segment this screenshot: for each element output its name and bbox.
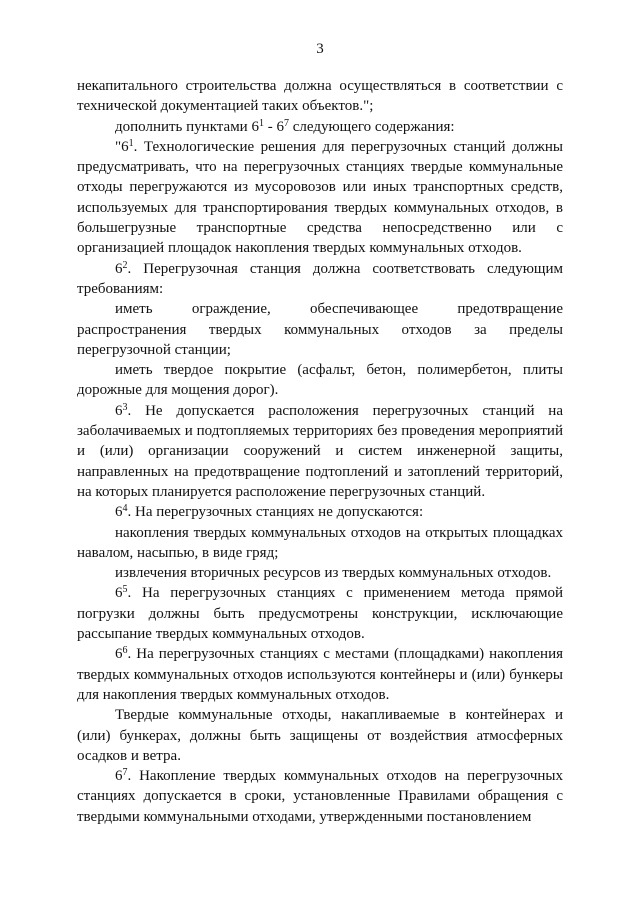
paragraph (77, 705, 563, 766)
paragraph-text: иметь ограждение, обеспечивающее предотвращение распространения твердых коммунальных отходов за пределы перегрузочной станции; (77, 301, 563, 358)
paragraph-prefix: дополнить пунктами 6 (115, 118, 259, 135)
paragraph (77, 401, 563, 502)
paragraph-text: . На перегрузочных станциях не допускаются: (127, 504, 424, 521)
superscript-number: 7 (283, 117, 289, 129)
paragraph-text: . Не допускается расположения перегрузочных станций на заболачиваемых и подтопляемых территориях без проведения мероприятий и (или) организации сооружений и систем инженерной защиты, направленных на предотвращение подтоплений и затоплений территорий, на которых планируется расположение перегрузочных станций. (77, 402, 563, 500)
paragraph (77, 563, 563, 583)
paragraph (77, 502, 563, 522)
superscript-number: 6 (122, 645, 128, 657)
paragraph (77, 76, 563, 117)
superscript-number: 1 (258, 117, 264, 129)
superscript-number: 4 (122, 503, 128, 515)
paragraph-text: . Перегрузочная станция должна соответствовать следующим требованиям: (77, 260, 563, 297)
paragraph (77, 583, 563, 644)
paragraph-prefix: 6 (115, 646, 123, 663)
paragraph (77, 360, 563, 401)
paragraph-text: . Накопление твердых коммунальных отходов на перегрузочных станциях допускается в сроки, установленные Правилами обращения с твердыми коммунальными отходами, утвержденными постановлением (77, 768, 563, 825)
paragraph-text: накопления твердых коммунальных отходов на открытых площадках навалом, насыпью, в виде гряд; (77, 524, 563, 561)
superscript-number: 7 (122, 767, 128, 779)
paragraph-prefix: 6 (115, 585, 123, 602)
paragraph-prefix: "6 (115, 138, 129, 155)
superscript-number: 2 (122, 259, 128, 271)
paragraph (77, 766, 563, 827)
paragraph-text: Твердые коммунальные отходы, накапливаемые в контейнерах и (или) бункерах, должны быть защищены от воздействия атмосферных осадков и ветра. (77, 707, 563, 764)
paragraph (77, 644, 563, 705)
superscript-number: 5 (122, 584, 128, 596)
paragraph-prefix: 6 (115, 260, 123, 277)
paragraph-text: иметь твердое покрытие (асфальт, бетон, полимербетон, плиты дорожные для мощения дорог). (77, 362, 563, 399)
paragraph (77, 259, 563, 300)
document-body (77, 76, 563, 827)
paragraph-text: - 6 (263, 118, 284, 135)
paragraph (77, 523, 563, 564)
paragraph-text: следующего содержания: (288, 118, 455, 135)
paragraph-text: извлечения вторичных ресурсов из твердых коммунальных отходов. (115, 565, 552, 582)
paragraph-text: . На перегрузочных станциях с местами (площадками) накопления твердых коммунальных отходов используются контейнеры и (или) бункеры для накопления твердых коммунальных отходов. (77, 646, 563, 703)
paragraph (77, 117, 563, 137)
paragraph (77, 299, 563, 360)
paragraph-text: некапитального строительства должна осуществляться в соответствии с технической документацией таких объектов."; (77, 78, 563, 115)
paragraph-text: . Технологические решения для перегрузочных станций должны предусматривать, что на перегрузочных станциях твердые коммунальные отходы перегружаются из мусоровозов или иных транспортных средств, используемых для транспортирования твердых коммунальных отходов, в большегрузные транспортные средства непосредственно или с организацией площадок накопления твердых коммунальных отходов. (77, 138, 563, 257)
paragraph-prefix: 6 (115, 504, 123, 521)
superscript-number: 1 (128, 137, 134, 149)
paragraph-prefix: 6 (115, 768, 123, 785)
paragraph (77, 137, 563, 259)
page-number: 3 (316, 41, 324, 57)
paragraph-prefix: 6 (115, 402, 123, 419)
paragraph-text: . На перегрузочных станциях с применением метода прямой погрузки должны быть предусмотрены конструкции, исключающие рассыпание твердых коммунальных отходов. (77, 585, 563, 643)
superscript-number: 3 (122, 401, 128, 413)
